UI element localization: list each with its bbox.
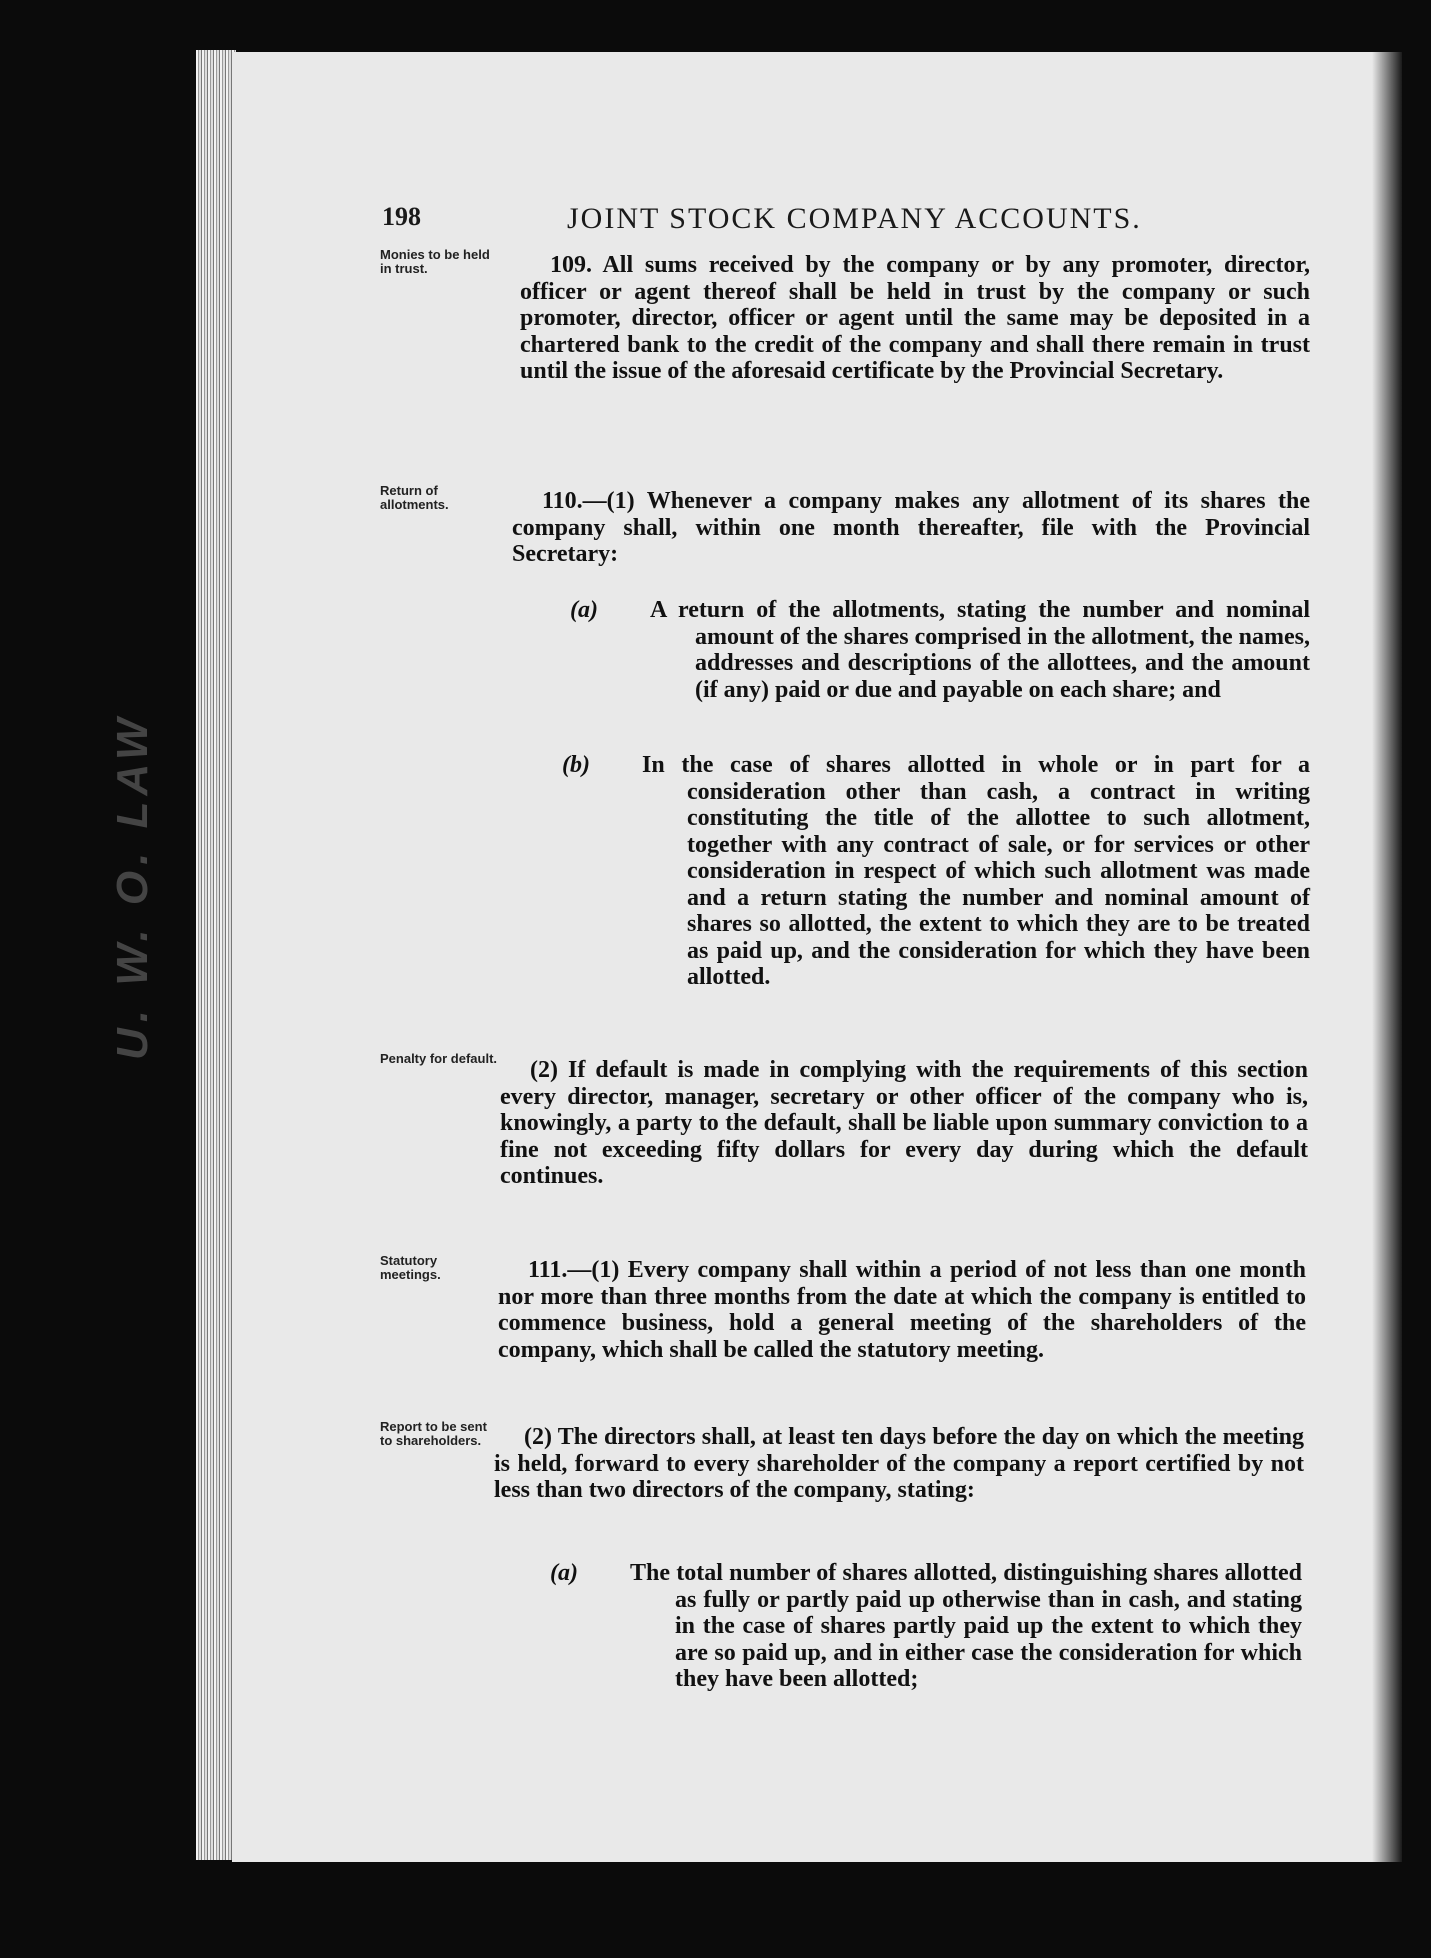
clause-111-a bbox=[550, 1560, 1302, 1693]
page-number: 198 bbox=[382, 202, 421, 231]
section-number: 111.—(1) bbox=[528, 1257, 620, 1283]
section-111-2 bbox=[494, 1424, 1304, 1504]
section-number: (2) bbox=[530, 1057, 558, 1083]
section-text: Every company shall within a period of not less than one month nor more than three months from the date at which the company is entitled to commence business, hold a general meeting of the shareholders of the company, which shall be called the statutory meeting. bbox=[498, 1257, 1306, 1363]
section-number: (2) bbox=[524, 1424, 552, 1450]
clause-text: In the case of shares allotted in whole or in part for a consideration other than cash, a contract in writing constituting the title of the allottee to such allotment, together with any contract of sale, or for services or other consideration in respect of which such allotment was made and a return stating the number and nominal amount of shares so allotted, the extent to which they are to be treated as paid up, and the consideration for which they have been allotted. bbox=[642, 752, 1310, 990]
clause-110-a bbox=[570, 597, 1310, 703]
margin-note-return: Return of allotments. bbox=[380, 483, 449, 512]
section-111-1 bbox=[498, 1257, 1306, 1363]
section-text: All sums received by the company or by any promoter, director, officer or agent thereof shall be held in trust by the company or such promoter, director, officer or agent until the same may be deposited in a chartered bank to the credit of the company and shall there remain in trust until the issue of the aforesaid certificate by the Provincial Secretary. bbox=[520, 252, 1310, 384]
binding-shadow bbox=[1372, 52, 1402, 1862]
running-title: JOINT STOCK COMPANY ACCOUNTS. bbox=[567, 202, 1142, 235]
section-110-1 bbox=[512, 488, 1310, 568]
clause-text: A return of the allotments, stating the number and nominal amount of the shares comprised in the allotment, the names, addresses and descriptions of the allottees, and the amount (if any) paid or due and payable on each share; and bbox=[650, 597, 1310, 703]
section-number: 109. bbox=[550, 252, 592, 278]
margin-note-monies: Monies to be held in trust. bbox=[380, 247, 490, 276]
book-page-edges bbox=[196, 50, 236, 1860]
section-text: If default is made in complying with the requirements of this section every director, manager, secretary or other officer of the company who is, knowingly, a party to the default, shall be liable upon summary conviction to a fine not exceeding fifty dollars for every day during which the default continues. bbox=[500, 1057, 1309, 1189]
library-stamp: U. W. O. LAW bbox=[108, 712, 157, 1060]
margin-note-penalty: Penalty for default. bbox=[380, 1051, 498, 1066]
section-109 bbox=[520, 252, 1310, 385]
section-110-2 bbox=[500, 1057, 1308, 1190]
clause-label: (b) bbox=[562, 752, 590, 778]
margin-note-report: Report to be sent to shareholders. bbox=[380, 1419, 487, 1448]
section-number: 110.—(1) bbox=[542, 488, 635, 514]
clause-110-b bbox=[562, 752, 1310, 991]
page-header bbox=[382, 202, 1342, 242]
section-text: Whenever a company makes any allotment of its shares the company shall, within one month thereafter, file with the Provincial Secretary: bbox=[512, 488, 1310, 567]
section-text: The directors shall, at least ten days before the day on which the meeting is held, forward to every shareholder of the company a report certified by not less than two directors of the company, stating: bbox=[494, 1424, 1304, 1503]
clause-label: (a) bbox=[550, 1560, 578, 1586]
clause-label: (a) bbox=[570, 597, 598, 623]
book-page bbox=[232, 52, 1402, 1862]
clause-text: The total number of shares allotted, distinguishing shares allotted as fully or partly paid up otherwise than in cash, and stating in the case of shares partly paid up the extent to which they are so paid up, and in either case the consideration for which they have been allotted; bbox=[630, 1560, 1302, 1692]
margin-note-statutory: Statutory meetings. bbox=[380, 1253, 441, 1282]
